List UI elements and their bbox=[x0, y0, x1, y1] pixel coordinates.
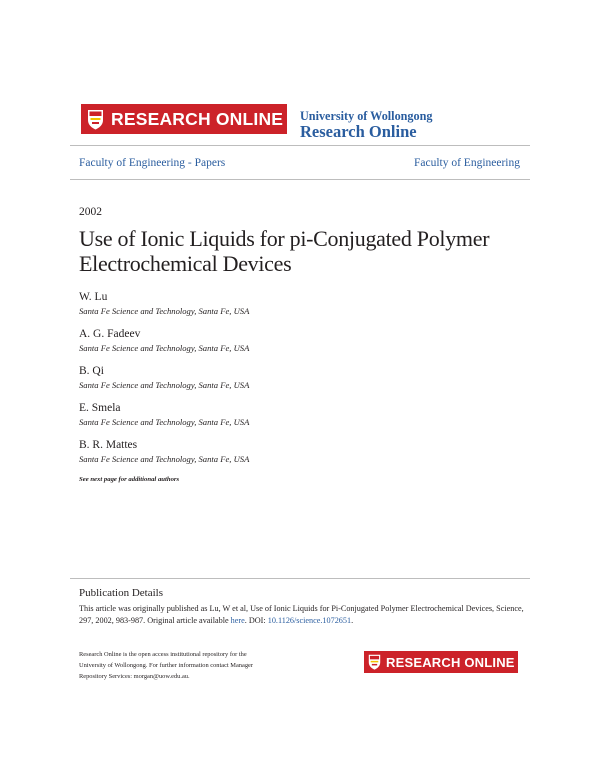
author-name: W. Lu bbox=[79, 291, 108, 303]
repository-note-line: University of Wollongong. For further information contact Manager bbox=[79, 661, 254, 669]
publication-year: 2002 bbox=[79, 206, 102, 218]
repository-note-line: Research Online is the open access institutional repository for the bbox=[79, 651, 247, 658]
author-affiliation: Santa Fe Science and Technology, Santa Fe, USA bbox=[79, 417, 250, 427]
author-affiliation: Santa Fe Science and Technology, Santa Fe, USA bbox=[79, 343, 250, 353]
author-name: A. G. Fadeev bbox=[79, 328, 141, 340]
author-entry bbox=[79, 327, 249, 354]
doi-label: . DOI: bbox=[244, 615, 268, 625]
series-link[interactable]: Faculty of Engineering - Papers bbox=[79, 157, 226, 169]
uow-shield-icon bbox=[368, 654, 381, 670]
citation-text: This article was originally published as Lu, W et al, Use of Ionic Liquids for Pi-Conjugated Polymer Electrochemical Devices, Science, 297, 2002, 983-987. Original article available bbox=[79, 604, 524, 625]
author-entry bbox=[79, 290, 249, 317]
doi-suffix: . bbox=[351, 615, 354, 625]
article-title: Use of Ionic Liquids for pi-Conjugated Polymer Electrochemical Devices bbox=[79, 226, 490, 276]
divider-publication bbox=[70, 578, 530, 579]
publication-details-text bbox=[79, 603, 529, 626]
research-online-logo[interactable] bbox=[81, 104, 287, 134]
repository-note bbox=[79, 650, 299, 682]
divider-top bbox=[70, 145, 530, 146]
author-affiliation: Santa Fe Science and Technology, Santa Fe, USA bbox=[79, 454, 250, 464]
author-entry bbox=[79, 438, 249, 465]
faculty-link[interactable]: Faculty of Engineering bbox=[413, 157, 520, 169]
uow-shield-icon bbox=[87, 109, 104, 130]
divider-breadcrumb bbox=[70, 179, 530, 180]
research-online-footer-logo[interactable] bbox=[364, 651, 518, 673]
publication-details-heading: Publication Details bbox=[79, 587, 164, 599]
author-name: B. R. Mattes bbox=[79, 439, 138, 451]
original-article-link[interactable]: here bbox=[230, 615, 245, 625]
author-name: E. Smela bbox=[79, 402, 121, 414]
author-entry bbox=[79, 401, 249, 428]
logo-text: RESEARCH ONLINE bbox=[111, 108, 284, 129]
repository-note-line: Repository Services: morgan@uow.edu.au. bbox=[79, 672, 190, 680]
author-entry bbox=[79, 364, 249, 391]
repository-name[interactable]: Research Online bbox=[300, 122, 417, 141]
footer-logo-text: RESEARCH ONLINE bbox=[386, 654, 515, 670]
additional-authors-note: See next page for additional authors bbox=[79, 476, 180, 483]
university-name[interactable]: University of Wollongong bbox=[300, 109, 433, 123]
author-name: B. Qi bbox=[79, 365, 104, 377]
doi-link[interactable]: 10.1126/science.1072651 bbox=[267, 615, 352, 625]
author-affiliation: Santa Fe Science and Technology, Santa Fe, USA bbox=[79, 306, 250, 316]
author-affiliation: Santa Fe Science and Technology, Santa Fe, USA bbox=[79, 380, 250, 390]
